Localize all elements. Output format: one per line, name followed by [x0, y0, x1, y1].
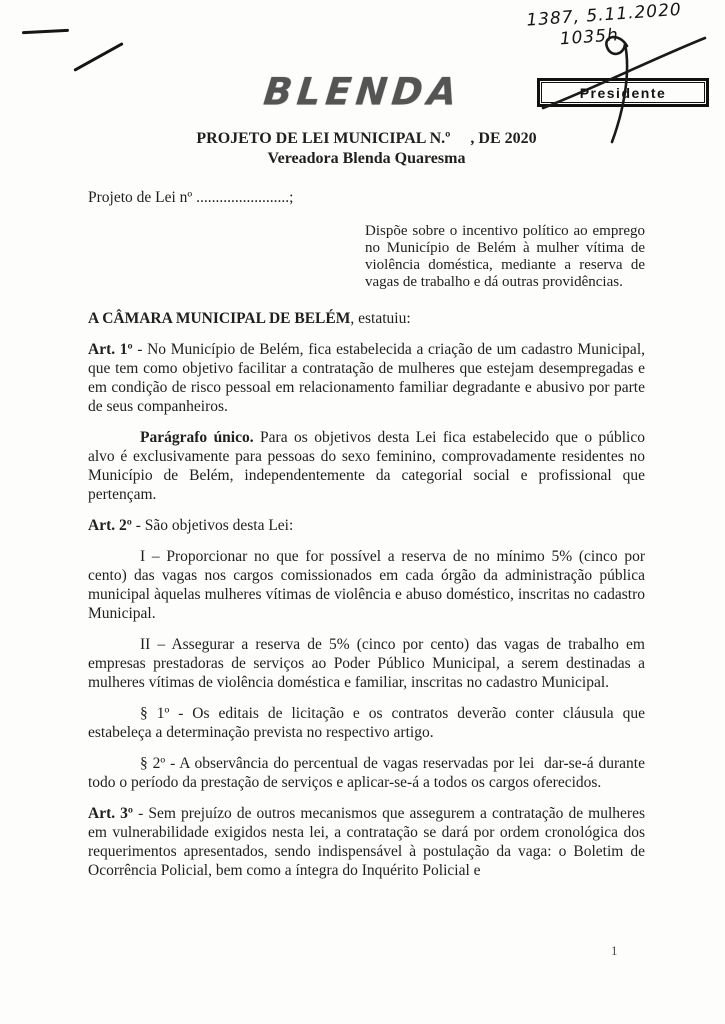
article-lead: Art. 2º — [88, 517, 132, 534]
handwritten-date: 1387, 5.11.2020 — [525, 0, 683, 31]
document-body — [88, 130, 649, 892]
law-article-paragraph — [88, 547, 649, 623]
document-title: PROJETO DE LEI MUNICIPAL N.º , DE 2020 — [196, 130, 537, 147]
preamble-line — [88, 309, 645, 328]
article-lead: Art. 3º — [88, 805, 134, 822]
article-lead: Parágrafo único. — [140, 429, 254, 446]
article-text: - São objetivos desta Lei: — [131, 517, 294, 534]
handwritten-time: 1035h — [559, 25, 620, 50]
blenda-logo: BLENDA — [261, 69, 464, 114]
article-text: Para os objetivos desta Lei fica estabelecido que o público alvo é exclusivamente para pessoas do sexo feminino, comprovadamente residentes no Município de Belém, independentemente da categorial social e profissional que pertençam. — [88, 429, 649, 503]
article-lead: Art. 1º — [88, 341, 133, 358]
article-text: - Sem prejuízo de outros mecanismos que assegurem a contratação de mulheres em vulnerabilidade exigidos nesta lei, a contratação se dará por ordem cronológica dos requerimentos apresentados, sendo indispensável à postulação da vaga: o Boletim de Ocorrência Policial, bem como a íntegra do Inquérito Policial e — [88, 805, 649, 879]
ementa-summary: Dispõe sobre o incentivo político ao emprego no Município de Belém à mulher vítima de violência doméstica, mediante a reserva de vagas de trabalho e dá outras providências. — [365, 223, 645, 290]
law-article-paragraph — [88, 704, 649, 742]
page-number: 1 — [611, 943, 618, 958]
article-text: § 1º - Os editais de licitação e os contratos deverão conter cláusula que estabeleça a determinação prevista no respectivo artigo. — [88, 705, 649, 741]
law-article-paragraph — [88, 428, 649, 504]
law-article-paragraph — [88, 340, 649, 416]
article-text: I – Proporcionar no que for possível a reserva de no mínimo 5% (cinco por cento) das vagas nos cargos comissionados em cada órgão da administração pública municipal àquelas mulheres vítimas de violência e abuso doméstico, inscritas no cadastro Municipal. — [88, 548, 649, 622]
presidente-stamp-label: Presidente — [579, 84, 667, 101]
preamble-rest: , estatuiu: — [350, 310, 411, 327]
article-text: § 2º - A observância do percentual de vagas reservadas por lei dar-se-á durante todo o período da prestação de serviços e aplicar-se-á a todos os cargos oferecidos. — [88, 755, 649, 791]
pen-mark-horizontal — [22, 29, 69, 34]
reference-line: Projeto de Lei nº ........................; — [88, 189, 294, 206]
law-article-paragraph — [88, 516, 645, 535]
document-subtitle: Vereadora Blenda Quaresma — [267, 150, 466, 167]
law-article-paragraph — [88, 635, 649, 692]
article-text: II – Assegurar a reserva de 5% (cinco por cento) das vagas de trabalho em empresas prestadoras de serviços ao Poder Público Municipal, a serem destinadas a mulheres vítimas de violência doméstica e familiar, inscritas no cadastro Municipal. — [88, 636, 649, 691]
preamble-bold: A CÂMARA MUNICIPAL DE BELÉM — [88, 310, 351, 327]
law-article-paragraph — [88, 754, 649, 792]
pen-mark-diagonal — [73, 42, 123, 72]
article-text: - No Município de Belém, fica estabelecida a criação de um cadastro Municipal, que tem como objetivo facilitar a contratação de mulheres que estejam desempregadas e em condição de risco pessoal em relacionamento familiar degradante e abusivo por parte de seus companheiros. — [88, 341, 649, 415]
law-article-paragraph — [88, 804, 649, 880]
signature-icon — [535, 26, 710, 151]
